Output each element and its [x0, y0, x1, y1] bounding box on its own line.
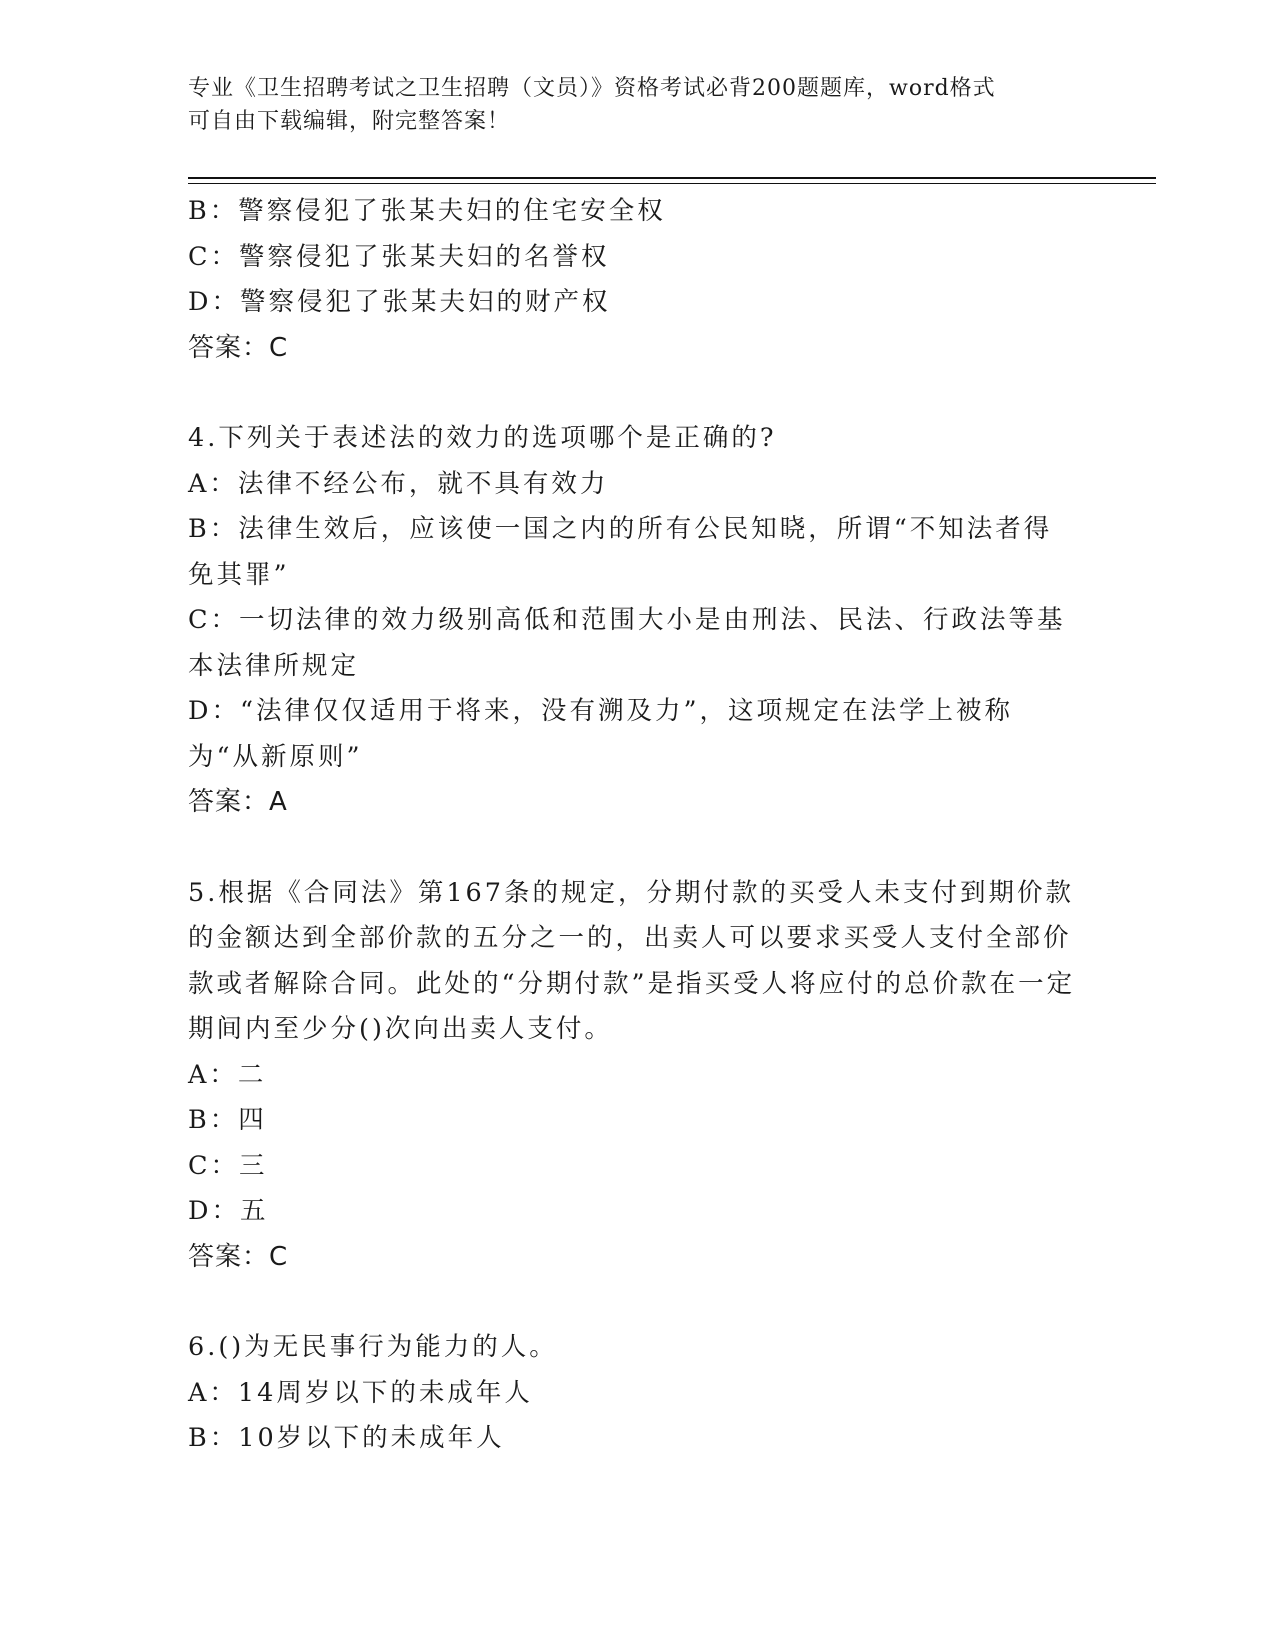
answer: 答案：C: [188, 1241, 289, 1272]
question-text: 6.()为无民事行为能力的人。: [188, 1332, 558, 1362]
option-a: A：二: [188, 1059, 267, 1090]
option-b: B：10岁以下的未成年人: [188, 1423, 505, 1453]
document-header: [188, 72, 1068, 138]
option-d: D：“法律仅仅适用于将来，没有溯及力”，这项规定在法学上被称为“从新原则”: [188, 696, 1014, 772]
answer: 答案：A: [188, 787, 288, 817]
option-c: C：一切法律的效力级别高低和范围大小是由刑法、民法、行政法等基本法律所规定: [188, 605, 1066, 681]
question-6: [188, 1325, 1078, 1462]
option-a: A：14周岁以下的未成年人: [188, 1377, 533, 1408]
option-d: D：五: [188, 1196, 269, 1226]
option-b: B：四: [188, 1105, 267, 1135]
answer: 答案：C: [188, 332, 289, 363]
header-title-line-1: 专业《卫生招聘考试之卫生招聘（文员）》资格考试必背200题题库，word格式: [188, 76, 996, 101]
option-b: B：警察侵犯了张某夫妇的住宅安全权: [188, 196, 666, 226]
header-divider-thin: [188, 183, 1156, 184]
option-b: B：法律生效后，应该使一国之内的所有公民知晓，所谓“不知法者得免其罪”: [188, 514, 1053, 590]
option-a: A：法律不经公布，就不具有效力: [188, 468, 609, 499]
header-title-line-2: 可自由下载编辑，附完整答案！: [188, 109, 511, 134]
question-3: [188, 189, 1078, 371]
question-4: [188, 416, 1078, 826]
question-text: 5.根据《合同法》第167条的规定，分期付款的买受人未支付到期价款的金额达到全部价款的五分之一的，出卖人可以要求买受人支付全部价款或者解除合同。此处的“分期付款”是指买受人将应付的总价款在一定期间内至少分()次向出卖人支付。: [188, 877, 1076, 1044]
option-c: C：警察侵犯了张某夫妇的名誉权: [188, 241, 610, 272]
header-divider-thick: [188, 177, 1156, 179]
question-text: 4.下列关于表述法的效力的选项哪个是正确的?: [188, 423, 777, 453]
question-content: [188, 189, 1078, 1462]
option-c: C：三: [188, 1150, 268, 1181]
option-d: D：警察侵犯了张某夫妇的财产权: [188, 287, 611, 317]
question-5: [188, 871, 1078, 1281]
